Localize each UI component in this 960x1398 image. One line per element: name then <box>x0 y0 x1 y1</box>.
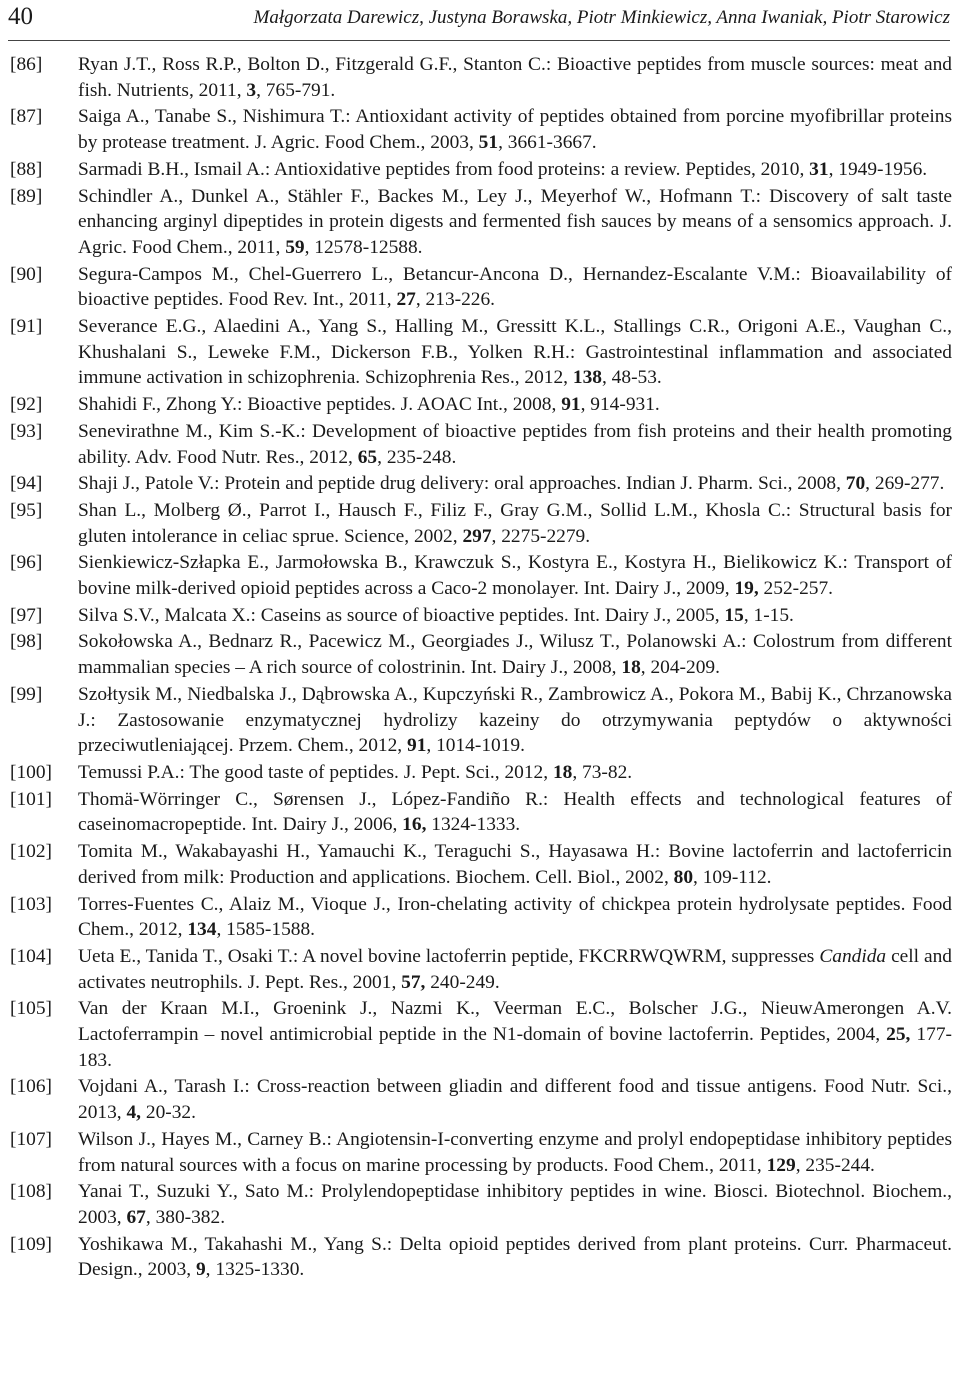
reference-item <box>0 184 960 261</box>
reference-segment: , 269-277. <box>865 473 945 495</box>
reference-text <box>78 1074 952 1125</box>
reference-number: [98] <box>10 631 43 653</box>
volume-number: 65 <box>357 446 378 468</box>
reference-segment: , 1325-1330. <box>205 1259 305 1281</box>
reference-number: [87] <box>10 106 43 128</box>
reference-text <box>78 419 952 470</box>
reference-item <box>0 104 960 155</box>
reference-segment: Szołtysik M., Niedbalska J., Dąbrowska A., Kupczyński R., Zambrowicz A., Pokora M., Babij K., Chrzanowska J.: Zastosowanie enzymatycznej hydrolizy kazeiny do otrzymywania peptydów o aktywności przeciwutleniającej. Przem. Chem., 2012, <box>78 683 952 757</box>
reference-item <box>0 419 960 470</box>
reference-text <box>78 629 952 680</box>
reference-segment: Senevirathne M., Kim S.-K.: Development of bioactive peptides from fish proteins and their health promoting ability. Adv. Food Nutr. Res., 2012, <box>78 420 952 468</box>
reference-text <box>78 1232 952 1283</box>
reference-text <box>78 184 952 261</box>
volume-number: 80 <box>673 866 694 888</box>
reference-segment: , 1014-1019. <box>426 735 525 757</box>
reference-text <box>78 996 952 1073</box>
reference-segment: , 1-15. <box>743 604 794 626</box>
reference-item <box>0 262 960 313</box>
reference-number: [102] <box>10 841 53 863</box>
reference-number: [89] <box>10 185 43 207</box>
reference-segment: 177-183. <box>78 1024 952 1071</box>
reference-text <box>78 104 952 155</box>
reference-segment: , 765-791. <box>256 79 336 101</box>
reference-number: [93] <box>10 420 43 442</box>
reference-segment: 20-32. <box>141 1102 196 1124</box>
reference-text <box>78 892 952 943</box>
reference-segment: Schindler A., Dunkel A., Stähler F., Backes M., Ley J., Meyerhof W., Hofmann T.: Discovery of salt taste enhancing arginyl dipeptides in protein digests and fermented fish sauces by means of a sensomics approach. J. Agric. Food Chem., 2011, <box>78 185 952 258</box>
volume-number: 134 <box>187 919 217 941</box>
reference-item <box>0 1074 960 1125</box>
reference-text <box>78 1179 952 1230</box>
reference-text <box>78 760 952 786</box>
reference-segment: , 2275-2279. <box>491 525 591 547</box>
reference-number: [109] <box>10 1233 53 1255</box>
reference-segment: , 213-226. <box>415 289 496 311</box>
reference-number: [104] <box>10 945 53 967</box>
reference-text <box>78 603 952 629</box>
reference-item <box>0 603 960 629</box>
volume-number: 15 <box>724 604 744 626</box>
reference-item <box>0 471 960 497</box>
italic-term: Candida <box>819 945 887 967</box>
reference-text <box>78 471 952 497</box>
reference-number: [96] <box>10 552 43 574</box>
volume-number: 138 <box>572 367 602 389</box>
reference-segment: Tomita M., Wakabayashi H., Yamauchi K., Teraguchi S., Hayasawa H.: Bovine lactoferrin and lactoferricin derived from milk: Production and applications. Biochem. Cell. Biol., 2002, <box>78 841 952 888</box>
volume-number: 31 <box>809 158 829 180</box>
volume-number: 57, <box>401 971 426 993</box>
volume-number: 19, <box>734 578 759 600</box>
reference-number: [99] <box>10 683 43 705</box>
reference-text <box>78 52 952 103</box>
reference-number: [97] <box>10 604 43 626</box>
reference-segment: Torres-Fuentes C., Alaiz M., Vioque J., Iron-chelating activity of chickpea protein hydrolysate peptides. Food Chem., 2012, <box>78 893 952 941</box>
volume-number: 4, <box>126 1102 142 1124</box>
reference-item <box>0 314 960 391</box>
volume-number: 51 <box>478 132 499 154</box>
reference-segment: Van der Kraan M.I., Groenink J., Nazmi K., Veerman E.C., Bolscher J.G., NieuwAmerongen A.V. Lactoferrampin – novel antimicrobial peptide in the N1-domain of bovine lactoferrin. Peptides, 2004, <box>78 998 952 1046</box>
reference-segment: , 235-248. <box>377 446 457 468</box>
reference-text <box>78 392 952 418</box>
reference-number: [92] <box>10 394 43 416</box>
reference-text <box>78 839 952 890</box>
reference-list <box>0 52 960 1284</box>
reference-number: [95] <box>10 499 43 521</box>
reference-segment: Ryan J.T., Ross R.P., Bolton D., Fitzgerald G.F., Stanton C.: Bioactive peptides from muscle sources: meat and fish. Nutrients, 2011, <box>78 54 952 101</box>
reference-segment: 252-257. <box>758 578 834 600</box>
reference-segment: Vojdani A., Tarash I.: Cross-reaction between gliadin and different food and tissue antigens. Food Nutr. Sci., 2013, <box>78 1076 952 1124</box>
reference-item <box>0 629 960 680</box>
volume-number: 91 <box>561 394 581 416</box>
volume-number: 3 <box>246 79 257 101</box>
reference-item <box>0 1179 960 1230</box>
reference-segment: cell and activates neutrophils. J. Pept. Res., 2001, <box>78 945 952 993</box>
reference-text <box>78 157 952 183</box>
volume-number: 297 <box>462 525 492 547</box>
reference-text <box>78 262 952 313</box>
reference-segment: , 380-382. <box>145 1206 226 1228</box>
reference-number: [86] <box>10 54 43 75</box>
reference-item <box>0 944 960 995</box>
reference-number: [106] <box>10 1076 53 1098</box>
reference-item <box>0 682 960 759</box>
reference-number: [108] <box>10 1181 53 1203</box>
volume-number: 27 <box>396 289 416 311</box>
reference-text <box>78 550 952 601</box>
reference-segment: Sokołowska A., Bednarz R., Pacewicz M., Georgiades J., Wilusz T., Polanowski A.: Colostrum from different mammalian species – A rich source of colostrinin. Int. Dairy J., 2008, <box>78 631 952 679</box>
reference-segment: Ueta E., Tanida T., Osaki T.: A novel bovine lactoferrin peptide, FKCRRWQWRM, suppresses <box>78 945 820 967</box>
reference-segment: Severance E.G., Alaedini A., Yang S., Halling M., Gressitt K.L., Stallings C.R., Origoni A.E., Vaughan C., Khushalani S., Leweke F.M., Dickerson F.B., Yolken R.H.: Gastrointestinal inflammation and associated immune activation in schizophrenia. Schizophrenia Res., 2012, <box>78 316 952 389</box>
reference-item <box>0 157 960 183</box>
reference-text <box>78 944 952 995</box>
reference-segment: Shan L., Molberg Ø., Parrot I., Hausch F., Filiz F., Gray G.M., Sollid L.M., Khosla C.: Structural basis for gluten intolerance in celiac sprue. Science, 2002, <box>78 499 952 547</box>
reference-segment: Silva S.V., Malcata X.: Caseins as source of bioactive peptides. Int. Dairy J., 2005, <box>78 604 725 626</box>
reference-number: [107] <box>10 1128 53 1150</box>
reference-item <box>0 550 960 601</box>
reference-segment: , 914-931. <box>580 394 660 416</box>
reference-item <box>0 498 960 549</box>
reference-text <box>78 787 952 838</box>
reference-item <box>0 392 960 418</box>
reference-number: [94] <box>10 473 43 495</box>
volume-number: 67 <box>126 1206 146 1228</box>
reference-item <box>0 52 960 103</box>
running-head: Małgorzata Darewicz, Justyna Borawska, Piotr Minkiewicz, Anna Iwaniak, Piotr Starowicz <box>253 7 950 28</box>
reference-segment: , 1949-1956. <box>828 158 928 180</box>
reference-item <box>0 760 960 786</box>
volume-number: 59 <box>285 236 305 258</box>
reference-segment: , 109-112. <box>693 866 772 888</box>
reference-segment: , 12578-12588. <box>304 236 423 258</box>
reference-segment: Saiga A., Tanabe S., Nishimura T.: Antioxidant activity of peptides obtained from porcine myofibrillar proteins by protease treatment. J. Agric. Food Chem., 2003, <box>78 106 952 154</box>
reference-segment: , 235-244. <box>795 1154 875 1176</box>
reference-segment: Temussi P.A.: The good taste of peptides. J. Pept. Sci., 2012, <box>78 761 553 783</box>
reference-segment: , 204-209. <box>640 657 720 679</box>
reference-number: [88] <box>10 158 43 180</box>
volume-number: 70 <box>845 473 866 495</box>
reference-number: [100] <box>10 761 53 783</box>
reference-segment: , 73-82. <box>572 761 633 783</box>
volume-number: 91 <box>407 735 427 757</box>
reference-text <box>78 314 952 391</box>
reference-text <box>78 498 952 549</box>
reference-text <box>78 682 952 759</box>
volume-number: 18 <box>552 761 573 783</box>
reference-segment: Sienkiewicz-Szłapka E., Jarmołowska B., Krawczuk S., Kostyra E., Kostyra H., Bielikowicz K.: Transport of bovine milk-derived opioid peptides across a Caco-2 monolayer. Int. Dairy J., 2009, <box>78 552 952 600</box>
volume-number: 129 <box>766 1154 796 1176</box>
reference-segment: Thomä-Wörringer C., Sørensen J., López-Fandiño R.: Health effects and technological features of caseinomacropeptide. Int. Dairy J., 2006, <box>78 788 952 836</box>
reference-item <box>0 1127 960 1178</box>
reference-segment: Shaji J., Patole V.: Protein and peptide drug delivery: oral approaches. Indian J. Pharm. Sci., 2008, <box>78 473 846 495</box>
reference-number: [90] <box>10 263 43 285</box>
reference-number: [91] <box>10 316 43 338</box>
reference-segment: Wilson J., Hayes M., Carney B.: Angiotensin-I-converting enzyme and prolyl endopeptidase inhibitory peptides from natural sources with a focus on marine processing by products. Food Chem., 2011, <box>78 1128 952 1176</box>
reference-number: [101] <box>10 788 53 810</box>
reference-number: [103] <box>10 893 53 915</box>
reference-item <box>0 1232 960 1283</box>
reference-segment: 240-249. <box>425 971 500 993</box>
reference-segment: , 3661-3667. <box>498 132 597 154</box>
page-number: 40 <box>8 3 33 30</box>
reference-segment: , 1585-1588. <box>216 919 316 941</box>
volume-number: 25, <box>886 1024 911 1046</box>
reference-segment: Shahidi F., Zhong Y.: Bioactive peptides. J. AOAC Int., 2008, <box>78 394 562 416</box>
reference-item <box>0 787 960 838</box>
volume-number: 16, <box>402 814 427 836</box>
reference-segment: 1324-1333. <box>426 814 521 836</box>
reference-item <box>0 996 960 1073</box>
reference-segment: Yanai T., Suzuki Y., Sato M.: Prolylendopeptidase inhibitory peptides in wine. Biosci. Biotechnol. Biochem., 2003, <box>78 1181 952 1228</box>
reference-segment: Yoshikawa M., Takahashi M., Yang S.: Delta opioid peptides derived from plant proteins. Curr. Pharmaceut. Design., 2003, <box>78 1233 952 1281</box>
reference-number: [105] <box>10 998 53 1020</box>
volume-number: 9 <box>195 1259 206 1281</box>
reference-segment: , 48-53. <box>601 367 662 389</box>
reference-segment: Sarmadi B.H., Ismail A.: Antioxidative peptides from food proteins: a review. Peptides, 2010, <box>78 158 810 180</box>
reference-segment: Segura-Campos M., Chel-Guerrero L., Betancur-Ancona D., Hernandez-Escalante V.M.: Bioavailability of bioactive peptides. Food Rev. Int., 2011, <box>78 263 952 311</box>
reference-text <box>78 1127 952 1178</box>
volume-number: 18 <box>621 657 641 679</box>
page-header <box>8 0 950 41</box>
reference-item <box>0 839 960 890</box>
reference-item <box>0 892 960 943</box>
